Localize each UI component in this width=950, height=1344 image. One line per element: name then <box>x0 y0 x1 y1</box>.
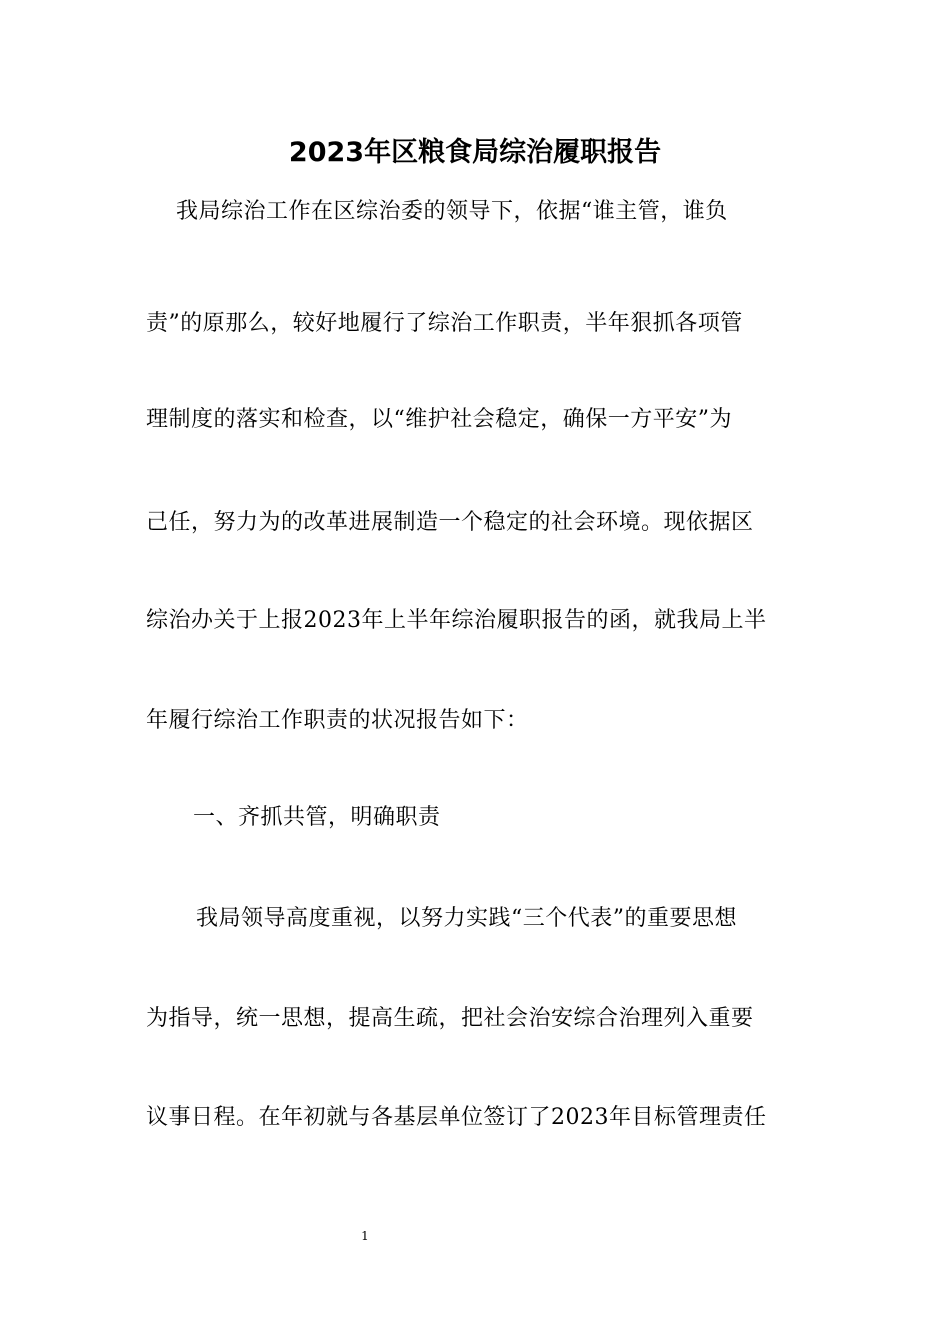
section-heading: 一、齐抓共管，明确职责 <box>193 805 441 830</box>
paragraph-line: 综治办关于上报2023年上半年综治履职报告的函，就我局上半 <box>146 608 767 633</box>
paragraph-line: 己任，努力为的改革进展制造一个稳定的社会环境。现依据区 <box>146 510 754 535</box>
document-title: 2023年区粮食局综治履职报告 <box>288 137 662 168</box>
paragraph-line: 年履行综治工作职责的状况报告如下： <box>146 708 529 733</box>
paragraph-line: 为指导，统一思想，提高生疏，把社会治安综合治理列入重要 <box>146 1006 754 1031</box>
paragraph-line: 理制度的落实和检查，以“维护社会稳定，确保一方平安”为 <box>146 407 732 432</box>
paragraph-line: 我局综治工作在区综治委的领导下，依据“谁主管，谁负 <box>176 199 728 224</box>
paragraph-line: 责”的原那么，较好地履行了综治工作职责，半年狠抓各项管 <box>146 311 743 336</box>
paragraph-line: 我局领导高度重视，以努力实践“三个代表”的重要思想 <box>196 906 737 931</box>
page-number: 1 <box>361 1229 369 1243</box>
paragraph-line: 议事日程。在年初就与各基层单位签订了2023年目标管理责任 <box>146 1105 767 1130</box>
